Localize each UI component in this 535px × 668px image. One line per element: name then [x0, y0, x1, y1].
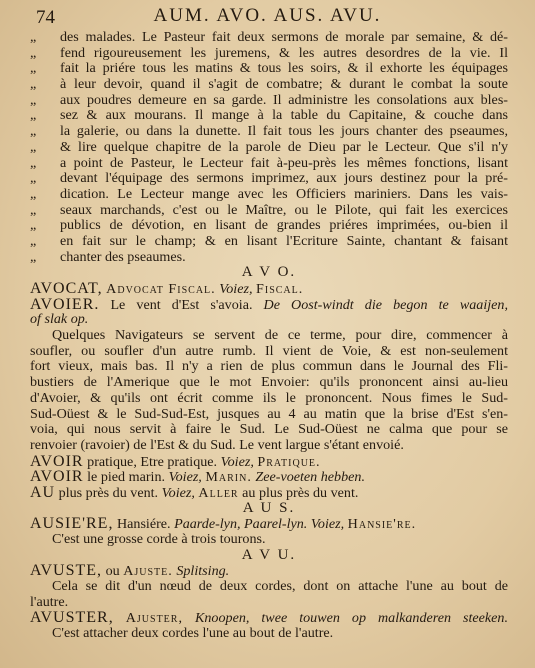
quote-mark: „ [30, 249, 37, 265]
entry-alt-form: Advocat Fiscal. [106, 281, 216, 297]
entry-text: au plus près du vent. [242, 484, 359, 501]
text-line [30, 108, 508, 124]
quote-mark: „ [30, 92, 37, 108]
quote-mark: „ [30, 124, 37, 140]
section-heading-avo: A V O. [241, 265, 297, 281]
cross-reference: Fiscal. [256, 281, 304, 297]
entry-alt-form: Ajuster, [125, 610, 183, 627]
cross-reference: Marin. [205, 469, 252, 485]
quote-mark: „ [30, 108, 37, 124]
entry-alt-form: Ajuste. [123, 563, 173, 580]
entry-term: AVOIR [30, 453, 84, 470]
entry-avoir-pratique [30, 454, 508, 470]
entry-term: AVUSTE, [30, 563, 103, 580]
dutch-translation: of slak op. [30, 312, 89, 328]
line-text: aux poudres demeure en sa garde. Il administre les consolations aux bles- [60, 92, 508, 108]
running-head: AUM. AVO. AUS. AVU. [153, 5, 382, 26]
text-line [30, 312, 508, 328]
quote-mark: „ [30, 171, 37, 187]
dutch-translation: Splitsing. [176, 563, 230, 580]
text-line: soufler, ou soufler d'un autre rumb. Il vient de Voie, & est non-seulement [30, 343, 508, 359]
dutch-translation: De Oost-windt die begon te waaijen, [263, 296, 508, 313]
text-line [30, 30, 508, 46]
avoier-paragraph [30, 328, 508, 454]
text-line: Sud-Oüest & le Sud-Sud-Est, jusques au 4 au matin que la brise d'Est s'en- [30, 406, 508, 422]
text-line [30, 140, 508, 156]
quote-mark: „ [30, 155, 37, 171]
entry-text: plus près du vent. [58, 484, 159, 501]
cross-reference: Pratique. [257, 453, 321, 470]
entry-avuster [30, 610, 508, 626]
line-text: dication. Le Lecteur mange avec les Officiers mariniers. Dans les vais- [60, 186, 508, 202]
text-line [30, 203, 508, 219]
entry-term: AVOCAT, [30, 281, 103, 297]
line-text: sez & aux mourans. Il mange à la table du Capitaine, & couche dans [60, 108, 508, 124]
text-line [30, 61, 508, 77]
dutch-translation: Knoopen, twee touwen op malkanderen steeken. [194, 610, 508, 627]
line-text: chanter des pseaumes. [60, 249, 186, 265]
entry-text: Le vent d'Est s'avoia. [110, 296, 253, 313]
dutch-translation: Paarde-lyn, [174, 516, 241, 532]
text-line: voia, qui nous servit à faire le Sud. Le Sud-Oüest ne calma que pour se [30, 422, 508, 438]
entry-text: ou [105, 563, 120, 580]
text-line: Quelques Navigateurs se servent de ce terme, pour dire, commencer à [52, 328, 508, 344]
line-text: des malades. Le Pasteur fait deux sermons de morale par semaine, & dé- [60, 30, 508, 45]
entry-text: le pied marin. [87, 469, 166, 485]
text-line [30, 46, 508, 62]
quote-mark: „ [30, 218, 37, 234]
text-line [30, 234, 508, 250]
line-text: fait la priére tous les matins & tous les soirs, & il exhorte les équipages [60, 61, 508, 77]
text-line [30, 77, 508, 93]
text-line: l'autre. [30, 594, 69, 610]
text-line: C'est attacher deux cordes l'une au bout de l'autre. [52, 626, 334, 642]
quote-mark: „ [30, 61, 37, 77]
quoted-passage [30, 30, 508, 265]
entry-avoir-pied [30, 469, 508, 485]
text-line [30, 93, 508, 109]
entry-text: pratique, Etre pratique. [87, 453, 218, 470]
entry-au-plus [30, 485, 508, 501]
voiez-label: Voiez, [168, 469, 202, 485]
entry-term: AVOIR [30, 469, 84, 485]
text-line [30, 171, 508, 187]
voiez-label: Voiez, [220, 453, 254, 470]
text-line: fort vieux, mais bas. Il n'y a rien de plus commun dans le Journal des Fli- [30, 359, 508, 375]
entry-text: Hansiére. [116, 516, 171, 532]
line-text: publics de dévotion, en lisant de grandes priéres imprimées, ou-bien il [60, 218, 508, 234]
text-line [30, 250, 508, 266]
text-line: renvoier (ravoier) de l'Est & du Sud. Le vent largue s'étant envoié. [30, 437, 404, 453]
text-line [30, 218, 508, 234]
line-text: devant l'équipage des sermons imprimez, aux jours destinez pour la pré- [60, 171, 508, 187]
quote-mark: „ [30, 30, 37, 45]
voiez-label: Voiez, [161, 484, 195, 501]
entry-avuste [30, 563, 508, 579]
line-text: à leur devoir, quand il s'agit de combatre; & durant le combat la soute [60, 77, 508, 93]
text-line [30, 187, 508, 203]
cross-reference: Hansie're. [347, 516, 417, 532]
text-line: d'Avoier, & qu'ils ont écrit comme ils le prononcent. Nous fimes le Sud- [30, 390, 508, 406]
text-line: C'est une grosse corde à trois tourons. [52, 532, 266, 547]
entry-avocat [30, 281, 508, 297]
entry-term: AU [30, 484, 56, 501]
quote-mark: „ [30, 202, 37, 218]
quote-mark: „ [30, 139, 37, 155]
quote-mark: „ [30, 186, 37, 202]
page-body [30, 30, 508, 642]
dutch-translation: Paarel-lyn. [244, 516, 308, 532]
entry-avoier [30, 297, 508, 313]
line-text: seaux marchands, c'est ou le Maître, ou le Pilote, qui fait les exercices [60, 202, 508, 218]
text-line [30, 156, 508, 172]
text-line [30, 124, 508, 140]
voiez-label: Voiez, [310, 516, 345, 532]
section-heading-aus: A U S. [242, 500, 296, 516]
line-text: & lire quelque chapitre de la parole de Dieu par le Lecteur. Que s'il n'y [60, 139, 508, 155]
section-heading-avu: A V U. [241, 547, 297, 563]
page-number: 74 [36, 7, 55, 28]
line-text: fend rigoureusement les juremens, & les autres desordres de la vie. Il [60, 45, 508, 61]
text-line: Cela se dit d'un nœud de deux cordes, dont on attache l'une au bout de [52, 579, 508, 595]
line-text: en fait sur le champ; & en lisant l'Ecriture Sainte, chantant & faisant [60, 233, 508, 249]
quote-mark: „ [30, 45, 37, 61]
text-line: bustiers de l'Amerique que le mot Envoier: qu'ils prononcent ainsi au-lieu [30, 375, 508, 391]
cross-reference: Aller [198, 484, 239, 501]
dutch-translation: Zee-voeten hebben. [255, 469, 365, 485]
entry-ausiere [30, 516, 508, 532]
voiez-label: Voiez, [219, 281, 253, 297]
line-text: la galerie, ou dans la dunette. Il fait tous les jours chanter des pseaumes, [60, 124, 508, 140]
line-text: a point de Pasteur, le Lecteur fait à-peu-près les mêmes fonctions, lisant [60, 155, 508, 171]
quote-mark: „ [30, 233, 37, 249]
entry-term: AVUSTER, [30, 610, 114, 627]
entry-term: AVOIER. [30, 296, 100, 313]
quote-mark: „ [30, 77, 37, 93]
entry-term: AUSIE'RE, [30, 516, 114, 532]
